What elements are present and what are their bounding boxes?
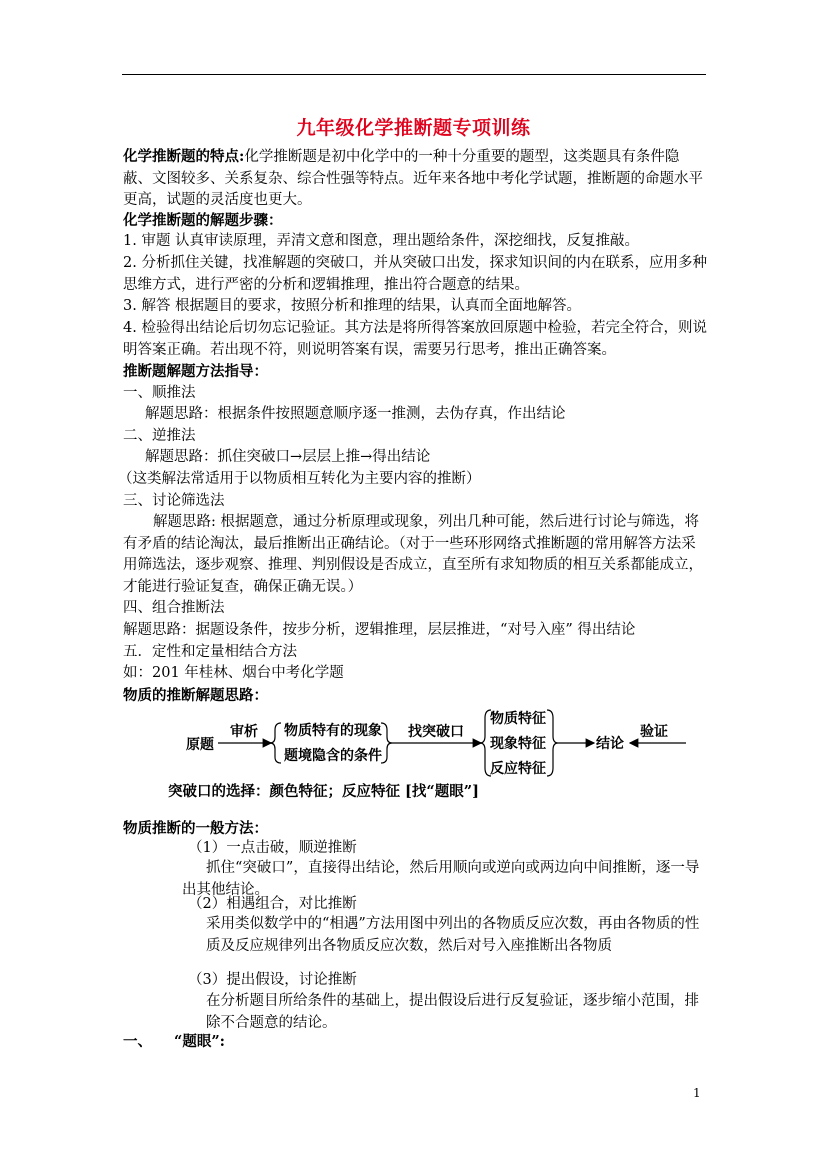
features-heading: 化学推断题的特点: xyxy=(123,148,245,165)
steps-heading: 化学推断题的解题步骤： xyxy=(123,212,283,229)
features-paragraph xyxy=(123,146,707,212)
section-one-heading xyxy=(123,1031,707,1053)
diagram-conclusion-label: 结论 xyxy=(596,736,624,752)
step-item-1: 1. 审题 认真审读原理，弄清文意和图意，理出题给条件，深挖细找，反复推敲。 xyxy=(123,233,640,249)
section-one-number: 一、 xyxy=(123,1033,152,1050)
method-5-title: 五．定性和定量相结合方法 xyxy=(123,644,297,660)
method-1-title: 一、顺推法 xyxy=(123,385,196,401)
diagram-analyze-label: 审析 xyxy=(230,724,258,740)
page-number: 1 xyxy=(693,1086,701,1100)
diagram-original-label: 原题 xyxy=(186,737,214,753)
general-1-text: 抓住“突破口”，直接得出结论，然后用顺向或逆向或两边向中间推断，逐一导出其他结论。 xyxy=(182,860,700,898)
method-2-title: 二、逆推法 xyxy=(123,428,196,444)
method-2-text: 解题思路：抓住突破口→层层上推→得出结论 xyxy=(145,449,431,465)
diagram-feature-substance: 物质特征 xyxy=(490,711,546,727)
diagram-feature-reaction: 反应特征 xyxy=(490,761,546,777)
diagram-phenomena-label: 物质特有的现象 xyxy=(284,723,382,739)
diagram-right-brace-2 xyxy=(547,710,558,776)
page-title: 九年级化学推断题专项训练 xyxy=(296,117,531,139)
approach-flow-diagram xyxy=(170,706,710,782)
general-heading: 物质推断的一般方法： xyxy=(123,820,268,837)
method-3-title: 三、讨论筛选法 xyxy=(123,493,225,509)
breakthrough-choice: 突破口的选择：颜色特征；反应特征 [找“题眼”] xyxy=(168,783,479,800)
method-example: 如：201 年桂林、烟台中考化学题 xyxy=(123,665,344,681)
general-2-text: 采用类似数学中的“相遇”方法用图中列出的各物质反应次数，再由各物质的性质及反应规律列出各物质反应次数，然后对号入座推断出各物质 xyxy=(206,916,700,954)
method-2-note: （这类解法常适用于以物质相互转化为主要内容的推断） xyxy=(118,471,481,487)
diagram-feature-phenomenon: 现象特征 xyxy=(490,736,546,752)
method-4-text: 解题思路：据题设条件，按步分析，逻辑推理，层层推进，“对号入座” 得出结论 xyxy=(123,622,636,638)
step-item-4: 4. 检验得出结论后切勿忘记验证。其方法是将所得答案放回原题中检验，若完全符合，则说明答案正确。若出现不符，则说明答案有误，需要另行思考，推出正确答案。 xyxy=(123,320,707,358)
general-2-title: （2）相遇组合，对比推断 xyxy=(188,896,357,912)
diagram-breakthrough-label: 找突破口 xyxy=(408,724,464,740)
general-3-text: 在分析题目所给条件的基础上，提出假设后进行反复验证，逐步缩小范围，排除不合题意的结论。 xyxy=(206,993,699,1031)
diagram-verify-label: 验证 xyxy=(640,724,668,740)
method-4-title: 四、组合推断法 xyxy=(123,600,225,616)
approach-heading: 物质的推断解题思路： xyxy=(123,687,268,704)
general-1-title: （1）一点击破，顺逆推断 xyxy=(188,840,357,856)
methods-heading: 推断题解题方法指导： xyxy=(123,363,268,380)
diagram-left-brace-1 xyxy=(270,723,281,763)
method-1-text: 解题思路：根据条件按照题意顺序逐一推测，去伪存真，作出结论 xyxy=(145,406,566,422)
method-3-text: 解题思路: 根据题意，通过分析原理或现象，列出几种可能，然后进行讨论与筛选，将有矛盾的结论淘汰，最后推断出正确结论。（对于一些环形网络式推断题的常用解答方法采用筛选法，逐步观察、推理、判别假设是否成立，直至所有求知物质的相互关系都能成立，才能进行验证复查，确保正确无误。） xyxy=(123,514,703,595)
step-item-2: 2. 分析抓住关键，找准解题的突破口，并从突破口出发，探求知识间的内在联系，应用多种思维方式，进行严密的分析和逻辑推理，推出符合题意的结果。 xyxy=(123,255,707,293)
diagram-right-brace-1 xyxy=(381,723,392,763)
header-rule xyxy=(122,74,706,75)
diagram-conditions-label: 题境隐含的条件 xyxy=(284,748,382,764)
features-text: 化学推断题是初中化学中的一种十分重要的题型，这类题具有条件隐蔽、文图较多、关系复杂、综合性强等特点。近年来各地中考化学试题，推断题的命题水平更高，试题的灵活度也更大。 xyxy=(123,149,703,208)
general-3-title: （3）提出假设，讨论推断 xyxy=(188,972,357,988)
step-item-3: 3. 解答 根据题目的要求，按照分析和推理的结果，认真而全面地解答。 xyxy=(123,298,582,314)
section-one-title: “题眼”: xyxy=(174,1033,226,1050)
